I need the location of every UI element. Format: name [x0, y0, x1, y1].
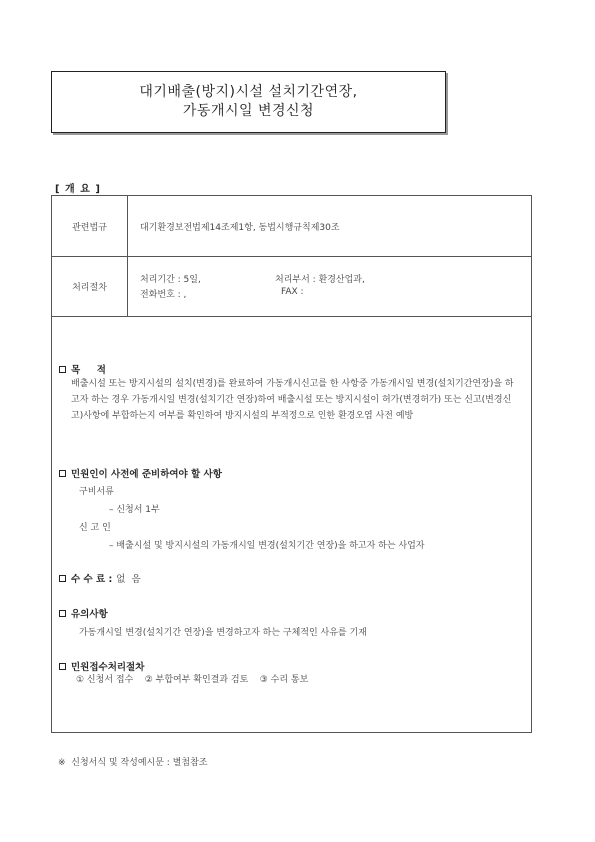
- process-heading-row: [59, 659, 523, 673]
- applicant-label: 신 고 인: [79, 523, 111, 533]
- fee-value: 없 음: [116, 574, 141, 585]
- process-steps: ① 신청서 접수 ② 부합여부 확인결과 검토 ③ 수리 통보: [76, 675, 309, 685]
- docs-item: – 신청서 1부: [109, 505, 160, 515]
- procedure-dept: 처리부서 : 환경산업과,: [275, 275, 365, 285]
- notes-heading-row: [59, 606, 523, 620]
- title-line-1: 대기배출(방지)시설 설치기간연장,: [139, 84, 358, 100]
- prepare-heading-row: [59, 466, 523, 480]
- fee-heading: 수 수 료 :: [71, 574, 113, 585]
- purpose-section: [59, 362, 523, 376]
- laws-value: 대기환경보전법제14조제1항, 동법시행규칙제30조: [140, 222, 340, 233]
- notes-heading: 유의사항: [71, 609, 108, 620]
- purpose-heading: 목 적: [71, 365, 106, 376]
- fee-section: [59, 571, 523, 585]
- checkbox-square-icon: [59, 610, 66, 617]
- docs-label: 구비서류: [79, 487, 114, 497]
- process-heading: 민원접수처리절차: [71, 662, 145, 673]
- prepare-heading: 민원인이 사전에 준비하여야 할 사항: [71, 469, 222, 480]
- laws-label: 관련법규: [52, 196, 128, 256]
- notes-text: 가동개시일 변경(설치기간 연장)을 변경하고자 하는 구체적인 사유를 기재: [79, 628, 367, 638]
- notes-section: [59, 606, 523, 620]
- procedure-value: [128, 256, 531, 316]
- purpose-heading-row: [59, 362, 523, 376]
- process-section: [59, 659, 523, 673]
- purpose-body: 배출시설 또는 방지시설의 설치(변경)를 완료하여 가동개시신고를 한 사항중 가동개시일 변경(설치기간연장)을 하고자 하는 경우 가동개시일 변경(설치기간 연장)하여 배출시설 또는 방지시설이 허가(변경허가) 또는 신고(변경신고)사항에 부합하는지 여부를 확인하여 방지시설의 부적정으로 인한 환경오염 사전 예방: [71, 379, 514, 421]
- laws-row: [52, 196, 531, 257]
- fee-heading-row: [59, 571, 523, 585]
- title-box: [51, 71, 446, 133]
- title-line-2: 가동개시일 변경신청: [182, 103, 315, 119]
- footnote: ※ 신청서식 및 작성예시문 : 별첨참조: [58, 758, 208, 768]
- procedure-fax: FAX :: [281, 287, 304, 297]
- applicant-item: – 배출시설 및 방지시설의 가동개시일 변경(설치기간 연장)을 하고자 하는 사업자: [109, 541, 425, 551]
- overview-label: [ 개 요 ]: [55, 184, 101, 195]
- prepare-section: [59, 466, 523, 480]
- procedure-label: 처리절차: [52, 256, 128, 316]
- overview-table: [51, 195, 532, 733]
- procedure-period: 처리기간 : 5일,: [140, 275, 201, 285]
- checkbox-square-icon: [59, 366, 66, 373]
- purpose-text: [71, 376, 521, 424]
- procedure-phone: 전화번호 : ,: [140, 290, 187, 300]
- checkbox-square-icon: [59, 663, 66, 670]
- checkbox-square-icon: [59, 575, 66, 582]
- procedure-row: [52, 256, 531, 317]
- checkbox-square-icon: [59, 470, 66, 477]
